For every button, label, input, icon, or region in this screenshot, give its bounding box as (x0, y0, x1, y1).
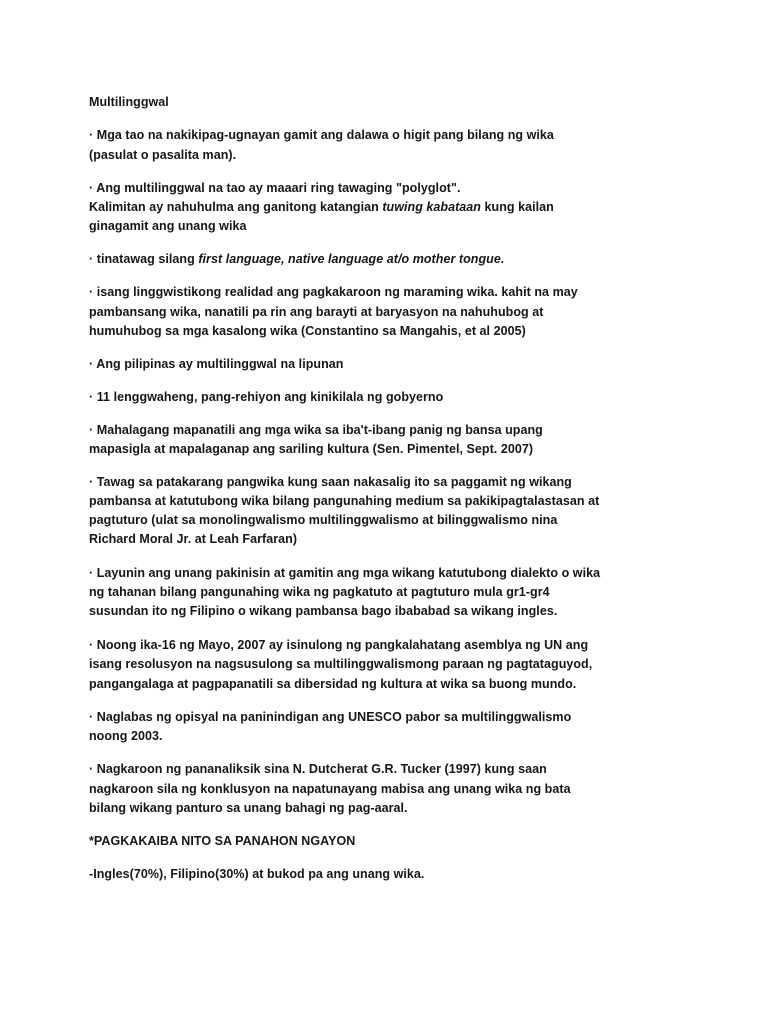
text-line (89, 198, 554, 216)
text-line: -Ingles(70%), Filipino(30%) at bukod pa ang unang wika. (89, 867, 425, 881)
text-line: · Nagkaroon ng pananaliksik sina N. Dutcherat G.R. Tucker (1997) kung saan (89, 762, 547, 776)
text-line: · Naglabas ng opisyal na paninindigan ang UNESCO pabor sa multilinggwalismo (89, 710, 572, 724)
text-line: · Ang multilinggwal na tao ay maaari ring tawaging "polyglot". (89, 181, 461, 195)
text-line: pagtuturo (ulat sa monolingwalismo multilinggwalismo at bilinggwalismo nina (89, 513, 558, 527)
text-line: · Noong ika-16 ng Mayo, 2007 ay isinulong ng pangkalahatang asemblya ng UN ang (89, 638, 589, 652)
text-line: ng tahanan bilang pangunahing wika ng pagkatuto at pagtuturo mula gr1-gr4 (89, 585, 550, 599)
text-line: pangangalaga at pagpapanatili sa dibersidad ng kultura at wika sa buong mundo. (89, 677, 577, 691)
text-line: pambansa at katutubong wika bilang pangunahing medium sa pakikipagtalastasan at (89, 494, 600, 508)
text-line: noong 2003. (89, 729, 163, 743)
text-line: humuhubog sa mga kasalong wika (Constantino sa Mangahis, et al 2005) (89, 324, 526, 338)
text-line: susundan ito ng Filipino o wikang pambansa bago ibababad sa wikang ingles. (89, 604, 558, 618)
text-line: · Layunin ang unang pakinisin at gamitin ang mga wikang katutubong dialekto o wika (89, 566, 601, 580)
text-line: Richard Moral Jr. at Leah Farfaran) (89, 532, 298, 546)
text-span: kung kailan (481, 200, 554, 214)
text-line: · Mahalagang mapanatili ang mga wika sa iba't-ibang panig ng bansa upang (89, 423, 543, 437)
text-line: mapasigla at mapalaganap ang sariling kultura (Sen. Pimentel, Sept. 2007) (89, 442, 534, 456)
italic-phrase: first language, native language at/o mother tongue. (198, 252, 505, 266)
document-heading: Multilinggwal (89, 95, 169, 109)
text-line: bilang wikang panturo sa unang bahagi ng pag-aaral. (89, 801, 408, 815)
text-line: pambansang wika, nanatili pa rin ang barayti at baryasyon na nahuhubog at (89, 305, 544, 319)
section-heading: *PAGKAKAIBA NITO SA PANAHON NGAYON (89, 834, 356, 848)
text-line: · Ang pilipinas ay multilinggwal na lipunan (89, 357, 344, 371)
text-line: (pasulat o pasalita man). (89, 148, 237, 162)
text-line: · 11 lenggwaheng, pang-rehiyon ang kinikilala ng gobyerno (89, 390, 444, 404)
text-line: · isang linggwistikong realidad ang pagkakaroon ng maraming wika. kahit na may (89, 285, 578, 299)
text-line: nagkaroon sila ng konklusyon na napatunayang mabisa ang unang wika ng bata (89, 782, 571, 796)
text-line (89, 250, 504, 268)
text-line: ginagamit ang unang wika (89, 219, 247, 233)
text-line: isang resolusyon na nagsusulong sa multilinggwalismong paraan ng pagtataguyod, (89, 657, 593, 671)
italic-phrase: tuwing kabataan (382, 200, 481, 214)
text-span: · tinatawag silang (89, 252, 199, 266)
text-span: Kalimitan ay nahuhulma ang ganitong katangian (89, 200, 383, 214)
text-line: · Tawag sa patakarang pangwika kung saan nakasalig ito sa paggamit ng wikang (89, 475, 572, 489)
text-line: · Mga tao na nakikipag-ugnayan gamit ang dalawa o higit pang bilang ng wika (89, 128, 554, 142)
